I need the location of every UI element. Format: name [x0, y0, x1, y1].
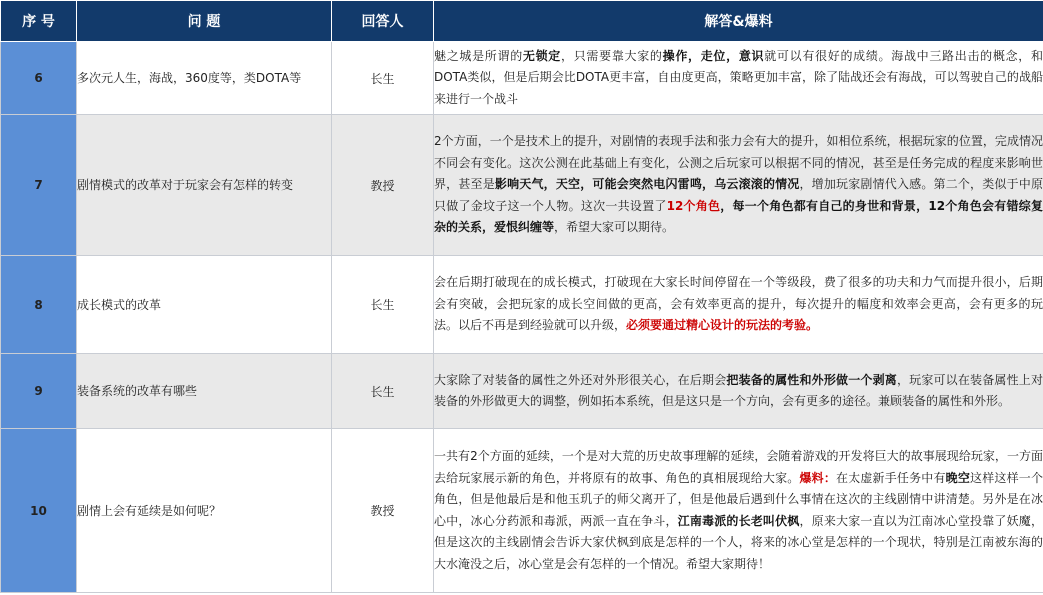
row-question: 装备系统的改革有哪些: [77, 354, 332, 429]
answer-text: 大家除了对装备的属性之外还对外形很关心，在后期会: [434, 372, 727, 387]
table-row: [1, 354, 1043, 429]
row-question: 剧情模式的改革对于玩家会有怎样的转变: [77, 115, 332, 256]
header-row: [1, 1, 1043, 42]
row-responder: 长生: [332, 354, 434, 429]
answer-text: ，增加玩家剧情代入感。第二个，类似于中原只做了金坟子这一个人物。这次一共设置了: [434, 177, 1043, 213]
answer-text: 就可以有很好的成绩。海战中三路出击的概念，和DOTA类似，但是后期会比DOTA更丰富，自由度更高，策略更加丰富，除了陆战还会有海战，可以驾驶自己的战船来进行一个战斗: [434, 48, 1043, 106]
table-row: [1, 115, 1043, 256]
answer-highlight-red: 必须要通过精心设计的玩法的考验。: [626, 318, 819, 333]
header-responder: 回答人: [332, 1, 434, 42]
answer-text: 2个方面，一个是技术上的提升，对剧情的表现手法和张力会有大的提升，如相位系统，根据玩家的位置，完成情况不同会有变化。这次公测在此基础上有变化，公测之后玩家可以根据不同的情况，甚至是任务完成的程度来影响世界，甚至是: [434, 134, 1043, 192]
row-responder: 教授: [332, 115, 434, 256]
answer-text: 在太虚新手任务中有: [836, 470, 946, 485]
answer-highlight-bold: 操作，走位，意识: [662, 48, 765, 63]
answer-highlight-bold: 无锁定: [522, 48, 562, 63]
answer-text: 一共有2个方面的延续，一个是对大荒的历史故事理解的延续，会随着游戏的开发将巨大的故事展现给玩家，一方面去给玩家展示新的角色，并将原有的故事、角色的真相展现给大家。: [434, 449, 1043, 485]
answer-text: ，只需要靠大家的: [561, 48, 663, 63]
table-row: [1, 429, 1043, 593]
answer-text: 这样这样一个角色，但是他最后是和他玉玑子的师父离开了，但是他最后遇到什么事情在这次的主线剧情中讲清楚。另外是在冰心中，冰心分药派和毒派，两派一直在争斗，: [434, 470, 1043, 528]
row-number: 8: [1, 256, 77, 354]
header-question: 问 题: [77, 1, 332, 42]
row-number: 7: [1, 115, 77, 256]
row-answer: [434, 429, 1043, 593]
answer-highlight-bold: 把装备的属性和外形做一个剥离: [726, 372, 897, 387]
row-answer: [434, 42, 1043, 115]
answer-highlight-red: 爆料：: [799, 470, 837, 485]
table-row: [1, 256, 1043, 354]
answer-text: ，希望大家可以期待。: [554, 220, 675, 235]
answer-text: 魅之城是所谓的: [434, 48, 523, 63]
answer-highlight-red: 12个角色: [666, 198, 721, 213]
row-number: 10: [1, 429, 77, 593]
answer-highlight-bold: 晚空: [945, 470, 971, 485]
row-question: 成长模式的改革: [77, 256, 332, 354]
answer-text: ，玩家可以在装备属性上对装备的外形做更大的调整，例如拓本系统，但是这只是一个方向，会有更多的途径。兼顾装备的属性和外形。: [434, 372, 1043, 408]
row-question: 多次元人生，海战，360度等，类DOTA等: [77, 42, 332, 115]
row-responder: 长生: [332, 42, 434, 115]
answer-text: ，原来大家一直以为江南冰心堂投靠了妖魔，但是这次的主线剧情会告诉大家伏枫到底是怎样的一个人，将来的冰心堂是怎样的一个现状，特别是江南被东海的大水淹没之后，冰心堂是会有怎样的一个情况。希望大家期待！: [434, 513, 1043, 571]
row-answer: [434, 256, 1043, 354]
answer-text: 会在后期打破现在的成长模式，打破现在大家长时间停留在一个等级段，费了很多的功夫和力气而提升很小，后期会有突破，会把玩家的成长空间做的更高，会有效率更高的提升，每次提升的幅度和效率会更高，会有更多的玩法。以后不再是到经验就可以升级，: [434, 275, 1043, 333]
answer-highlight-bold: 影响天气，天空，可能会突然电闪雷鸣，乌云滚滚的情况: [494, 177, 800, 192]
answer-highlight-bold: ，每一个角色都有自己的身世和背景，12个角色会有错综复杂的关系，爱恨纠缠等: [434, 198, 1043, 235]
row-number: 9: [1, 354, 77, 429]
answer-highlight-bold: 江南毒派的长老叫伏枫: [677, 513, 800, 528]
header-number: 序 号: [1, 1, 77, 42]
row-responder: 教授: [332, 429, 434, 593]
row-answer: [434, 115, 1043, 256]
row-question: 剧情上会有延续是如何呢？: [77, 429, 332, 593]
header-answer: 解答&爆料: [434, 1, 1043, 42]
row-responder: 长生: [332, 256, 434, 354]
row-number: 6: [1, 42, 77, 115]
row-answer: [434, 354, 1043, 429]
table-row: [1, 42, 1043, 115]
